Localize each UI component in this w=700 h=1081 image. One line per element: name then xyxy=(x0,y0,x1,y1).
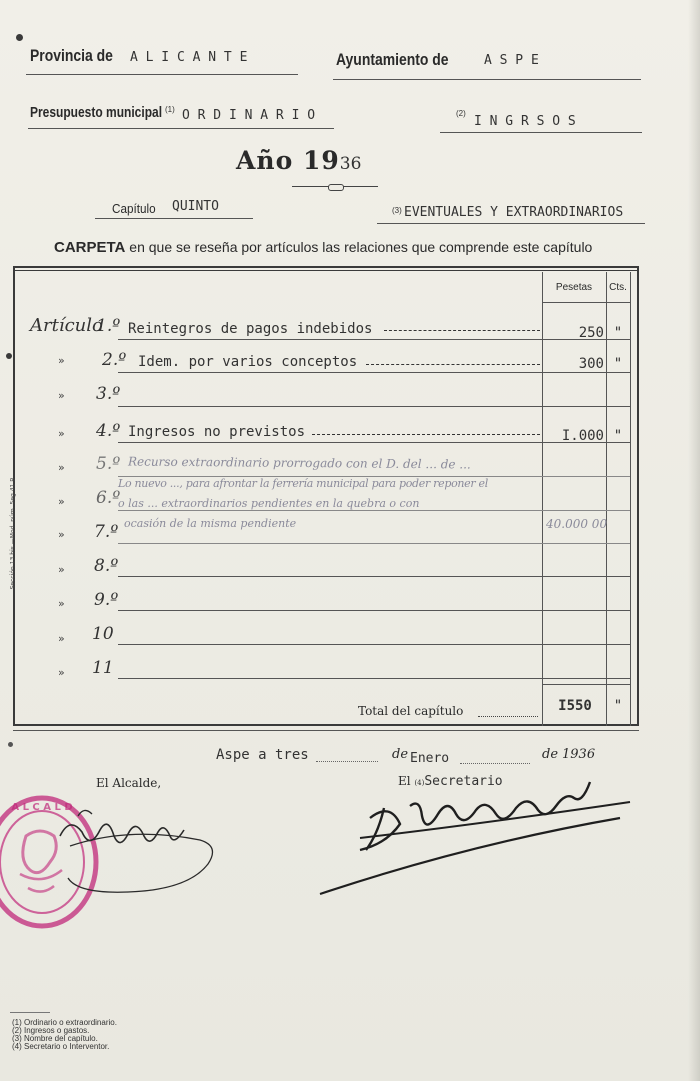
carpeta-text: en que se reseña por artículos las relaciones que comprende este capítulo xyxy=(129,239,593,255)
page-edge xyxy=(688,0,700,1081)
total-dots xyxy=(478,716,538,717)
total-top-rule xyxy=(542,684,630,685)
footnote-1: (1) Ordinario o extraordinario. xyxy=(12,1018,117,1027)
row-6-rule xyxy=(118,510,630,511)
handwritten-note-line-1: Recurso extraordinario prorrogado con el D. del ... de ... xyxy=(127,454,471,472)
row-10-marker: » xyxy=(58,632,65,645)
row-3-rule xyxy=(118,406,630,407)
row-1-cts: " xyxy=(613,325,623,341)
row-2-pesetas: 300 xyxy=(578,356,604,372)
row-8-marker: » xyxy=(58,563,65,576)
row-10-rule xyxy=(118,644,630,645)
tipo-ref: (2) xyxy=(456,109,466,118)
carpeta-line xyxy=(54,239,592,256)
footnote-4: (4) Secretario o Interventor. xyxy=(12,1042,110,1051)
row-8-num: 8.º xyxy=(94,556,119,576)
row-7-rule xyxy=(118,543,630,544)
presupuesto-ref: (1) xyxy=(165,105,175,114)
nombre-underline xyxy=(377,223,645,224)
footnote-rule xyxy=(10,1012,50,1013)
row-1-num: 1.º xyxy=(96,316,121,336)
row-9-marker: » xyxy=(58,597,65,610)
ayuntamiento-label: Ayuntamiento de xyxy=(336,50,449,69)
secretario-prefix: El xyxy=(398,774,411,788)
col-divider-pesetas xyxy=(542,272,543,726)
provincia-label: Provincia de xyxy=(30,46,113,65)
handwritten-note-line-3: o las ... extraordinarios pendientes en la quebra o con xyxy=(118,497,420,510)
row-11-marker: » xyxy=(58,666,65,679)
capitulo-underline xyxy=(95,218,253,219)
row-2-rule xyxy=(118,372,630,373)
date-month-dots xyxy=(460,763,530,764)
binding-hole-mid xyxy=(6,353,12,359)
row-2-concept: Idem. por varios conceptos xyxy=(138,354,358,370)
row-4-concept: Ingresos no previstos xyxy=(128,424,306,440)
footnote-3: (3) Nombre del capítulo. xyxy=(12,1034,98,1043)
row-4-num: 4.º xyxy=(96,421,121,441)
row-1-pesetas: 250 xyxy=(578,325,604,341)
ornament-divider xyxy=(292,184,378,190)
row-3-marker: » xyxy=(58,389,65,402)
provincia-underline xyxy=(26,74,298,75)
ayuntamiento-value: A S P E xyxy=(484,53,539,68)
row-5-marker: » xyxy=(58,461,65,474)
col-header-cts: Cts. xyxy=(609,282,627,293)
tipo-underline xyxy=(440,132,642,133)
footnote-2: (2) Ingresos o gastos. xyxy=(12,1026,90,1035)
row-2-num: 2.º xyxy=(102,350,127,370)
date-de-2: de xyxy=(542,747,559,762)
handwritten-note-line-4: ocasión de la misma pendiente xyxy=(124,517,297,530)
row-8-rule xyxy=(118,576,630,577)
secretario-signature xyxy=(310,778,640,908)
row-2-marker: » xyxy=(58,354,65,367)
col-header-underline xyxy=(542,302,630,303)
row-11-num: 11 xyxy=(92,658,114,678)
row-4-marker: » xyxy=(58,427,65,440)
provincia-value: A L I C A N T E xyxy=(130,50,248,65)
presupuesto-value: O R D I N A R I O xyxy=(182,108,316,123)
handwritten-note-line-2: Lo nuevo ..., para afrontar la ferrería municipal para poder reponer el xyxy=(118,477,488,490)
row-1-concept: Reintegros de pagos indebidos xyxy=(128,321,373,337)
alcalde-signature xyxy=(50,796,220,896)
row-1-dashes xyxy=(384,330,540,331)
row-7-marker: » xyxy=(58,528,65,541)
row-6-num: 6.º xyxy=(96,488,121,508)
year-heading xyxy=(236,146,361,175)
table-frame-inner-top xyxy=(13,270,639,271)
row-4-dashes xyxy=(312,434,540,435)
row-5-num: 5.º xyxy=(96,454,121,474)
table-frame-inner-bottom xyxy=(13,730,639,731)
col-divider-end xyxy=(630,272,631,726)
binding-hole-top xyxy=(16,34,23,41)
alcalde-label: El Alcalde, xyxy=(96,776,162,790)
row-11-rule xyxy=(118,678,630,679)
year-label: Año 19 xyxy=(236,146,340,175)
capitulo-value: QUINTO xyxy=(172,199,219,214)
total-pesetas: I550 xyxy=(558,698,592,714)
row-9-num: 9.º xyxy=(94,590,119,610)
total-label: Total del capítulo xyxy=(358,704,464,718)
year-suffix: 36 xyxy=(339,154,362,174)
presupuesto-underline xyxy=(28,128,334,129)
date-month: Enero xyxy=(410,751,450,766)
row-4-cts: " xyxy=(613,428,623,444)
tipo-value: I N G R S O S xyxy=(474,114,576,129)
capitulo-label: Capítulo xyxy=(112,201,156,216)
binding-hole-bottom xyxy=(8,742,13,747)
secretario-label: Secretario xyxy=(424,774,503,789)
nombre-value: EVENTUALES Y EXTRAORDINARIOS xyxy=(404,205,624,220)
col-divider-cts xyxy=(606,272,607,726)
row-3-num: 3.º xyxy=(96,384,121,404)
row-7-num: 7.º xyxy=(94,522,119,542)
ayuntamiento-underline xyxy=(333,79,641,80)
date-de-1: de xyxy=(392,747,409,762)
row-2-dashes xyxy=(366,364,540,365)
handwritten-amount: 40.000 00 xyxy=(546,517,608,531)
row-6-marker: » xyxy=(58,495,65,508)
total-cts: " xyxy=(613,698,623,714)
carpeta-bold: CARPETA xyxy=(54,239,126,256)
nombre-ref: (3) xyxy=(392,206,402,215)
date-year: 1936 xyxy=(562,747,596,762)
row-4-pesetas: I.000 xyxy=(561,428,604,444)
row-9-rule xyxy=(118,610,630,611)
date-place-dots xyxy=(316,761,378,762)
margin-note: Sección 13 bis.—Mod. núm. 5eg 41 B xyxy=(9,477,17,590)
svg-text:A L C A L D: A L C A L D xyxy=(11,802,73,813)
date-place: Aspe a tres xyxy=(216,747,309,763)
row-10-num: 10 xyxy=(92,624,114,644)
presupuesto-label: Presupuesto municipal xyxy=(30,104,163,121)
secretario-ref: (4) xyxy=(414,779,425,787)
row-2-cts: " xyxy=(613,356,623,372)
col-header-pesetas: Pesetas xyxy=(555,282,593,293)
articulo-label: Artículo xyxy=(30,315,103,336)
